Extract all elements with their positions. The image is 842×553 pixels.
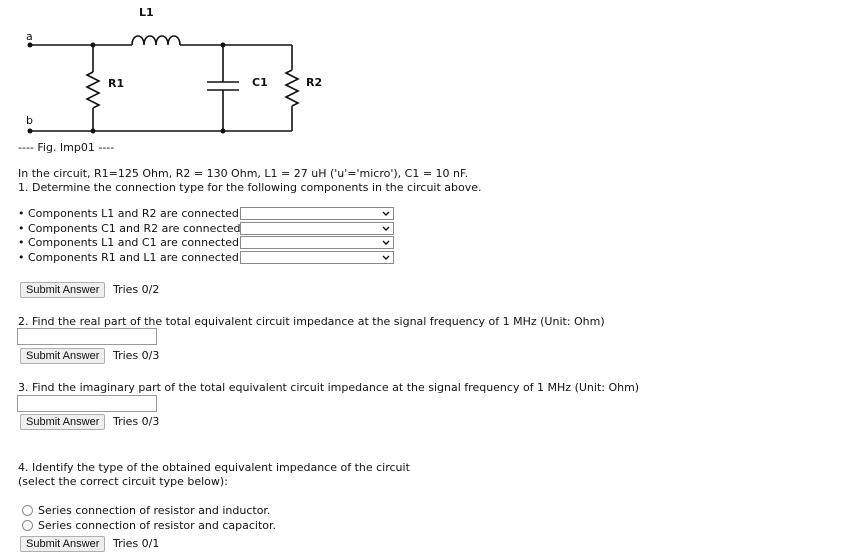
junction xyxy=(221,43,226,48)
q1-tries: Tries 0/2 xyxy=(113,283,160,296)
chevron-down-icon xyxy=(381,223,391,234)
junction xyxy=(91,129,96,134)
node-a-label: a xyxy=(26,30,33,43)
junction xyxy=(91,43,96,48)
q1-item-label: • Components L1 and R2 are connected xyxy=(18,207,239,220)
q4-option-label: Series connection of resistor and capacitor. xyxy=(38,519,277,532)
q3-answer-input[interactable] xyxy=(17,395,157,412)
q4-tries: Tries 0/1 xyxy=(113,537,160,550)
q1-select-2[interactable] xyxy=(240,222,394,235)
resistor-r2 xyxy=(286,70,298,106)
q1-select-4[interactable] xyxy=(240,251,394,264)
c1-label: C1 xyxy=(252,76,268,89)
r1-label: R1 xyxy=(108,77,125,90)
q3-submit-button[interactable]: Submit Answer xyxy=(20,414,105,430)
q1-item-label: • Components C1 and R2 are connected xyxy=(18,222,241,235)
node-b-label: b xyxy=(26,114,33,127)
resistor-r1 xyxy=(87,72,99,108)
problem-statement: In the circuit, R1=125 Ohm, R2 = 130 Ohm, L1 = 27 uH ('u'='micro'), C1 = 10 nF. xyxy=(18,167,469,180)
terminal-b xyxy=(28,129,33,134)
q3-tries: Tries 0/3 xyxy=(113,415,160,428)
q4-radio-option-1[interactable] xyxy=(22,505,33,516)
chevron-down-icon xyxy=(381,208,391,219)
q1-item-label: • Components R1 and L1 are connected xyxy=(18,251,239,264)
question-2-text: 2. Find the real part of the total equivalent circuit impedance at the signal frequency of 1 MHz (Unit: Ohm) xyxy=(18,315,605,328)
q2-answer-input[interactable] xyxy=(17,328,157,345)
q4-submit-button[interactable]: Submit Answer xyxy=(20,536,105,552)
question-4-text: 4. Identify the type of the obtained equivalent impedance of the circuit xyxy=(18,461,410,474)
figure-caption: ---- Fig. Imp01 ---- xyxy=(18,141,115,154)
q1-select-3[interactable] xyxy=(240,236,394,249)
q4-option-label: Series connection of resistor and inductor. xyxy=(38,504,271,517)
l1-label: L1 xyxy=(139,6,154,19)
question-1-text: 1. Determine the connection type for the following components in the circuit above. xyxy=(18,181,482,194)
terminal-a xyxy=(28,43,33,48)
q4-radio-option-2[interactable] xyxy=(22,520,33,531)
q2-tries: Tries 0/3 xyxy=(113,349,160,362)
question-4-instruction: (select the correct circuit type below): xyxy=(18,475,228,488)
q1-submit-button[interactable]: Submit Answer xyxy=(20,282,105,298)
junction xyxy=(221,129,226,134)
question-3-text: 3. Find the imaginary part of the total equivalent circuit impedance at the signal frequency of 1 MHz (Unit: Ohm) xyxy=(18,381,640,394)
r2-label: R2 xyxy=(306,76,323,89)
chevron-down-icon xyxy=(381,237,391,248)
q1-item-label: • Components L1 and C1 are connected xyxy=(18,236,239,249)
inductor-l1 xyxy=(132,36,180,45)
q1-select-1[interactable] xyxy=(240,207,394,220)
chevron-down-icon xyxy=(381,252,391,263)
circuit-diagram xyxy=(0,0,842,150)
q2-submit-button[interactable]: Submit Answer xyxy=(20,348,105,364)
